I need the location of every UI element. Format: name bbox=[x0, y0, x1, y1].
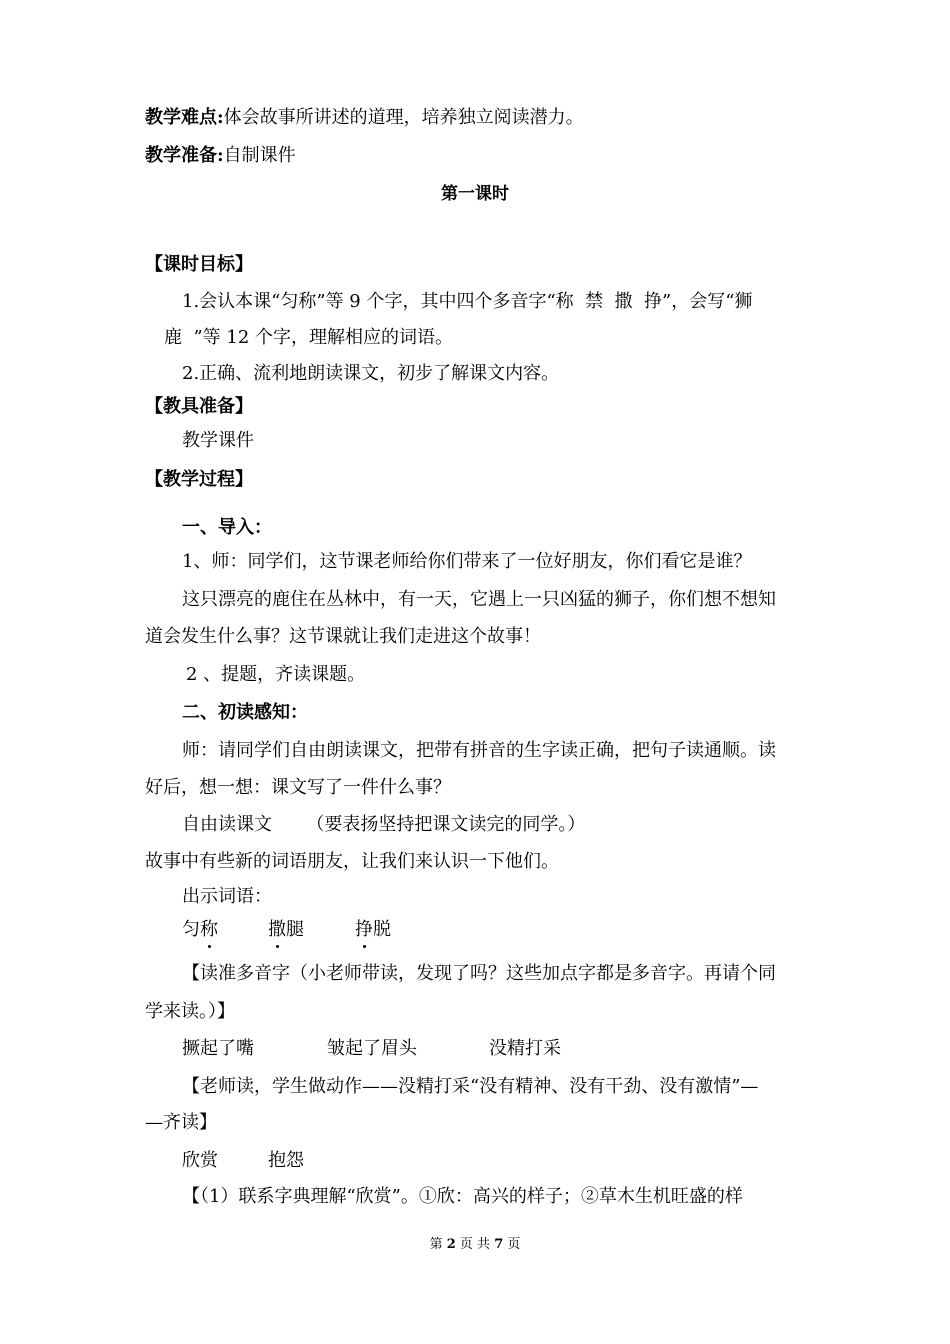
word-item: 抱怨 bbox=[268, 1150, 304, 1171]
part1-title: 一、导入： bbox=[182, 517, 272, 538]
emphasis-dot-char: 称 bbox=[200, 919, 218, 940]
word-item: 欣赏 bbox=[182, 1150, 218, 1171]
process-paragraph-7: 出示词语： bbox=[182, 886, 272, 907]
word-item: 撅起了嘴 bbox=[182, 1038, 254, 1059]
part2-title: 二、初读感知： bbox=[182, 702, 308, 723]
word-item: 没精打采 bbox=[489, 1038, 561, 1059]
process-paragraph-9-line-2: —齐读】 bbox=[145, 1112, 217, 1133]
word-item: 皱起了眉头 bbox=[327, 1038, 417, 1059]
emphasis-dot-char: 挣 bbox=[355, 919, 373, 940]
emphasis-dot-char: 撒 bbox=[268, 919, 286, 940]
process-heading: 【教学过程】 bbox=[145, 469, 253, 490]
preparation-text: 自制课件 bbox=[223, 145, 296, 166]
difficulty-text: 体会故事所讲述的道理，培养独立阅读潜力。 bbox=[223, 107, 584, 128]
process-paragraph-4-line-1: 师：请同学们自由朗读课文，把带有拼音的生字读正确，把句子读通顺。读 bbox=[182, 740, 776, 761]
process-paragraph-4-line-2: 好后，想一想：课文写了一件什么事？ bbox=[145, 777, 451, 798]
materials-heading: 【教具准备】 bbox=[145, 396, 253, 417]
goals-heading: 【课时目标】 bbox=[145, 254, 253, 275]
process-paragraph-9-line-1: 【老师读，学生做动作——没精打采“没有精神、没有干劲、没有激情”— bbox=[182, 1076, 759, 1097]
total-page-count: 7 bbox=[494, 1237, 504, 1252]
goal-item-1-line-2: 鹿 ”等 12 个字，理解相应的词语。 bbox=[164, 327, 453, 348]
process-paragraph-10: 【（1）联系字典理解“欣赏”。①欣：高兴的样子；②草木生机旺盛的样 bbox=[182, 1186, 743, 1207]
current-page-number: 2 bbox=[446, 1237, 456, 1252]
process-paragraph-8-line-2: 学来读。）】 bbox=[145, 1001, 235, 1022]
word-yunchen: 匀称 bbox=[182, 919, 218, 940]
teaching-preparation: 教学准备:自制课件 bbox=[145, 145, 296, 166]
process-paragraph-5: 自由读课文 （要表扬坚持把课文读完的同学。） bbox=[182, 814, 586, 835]
page-footer: 第 2 页 共 7 页 bbox=[429, 1237, 521, 1252]
lesson-title: 第一课时 bbox=[441, 184, 509, 204]
process-paragraph-2-line-1: 这只漂亮的鹿住在丛林中，有一天，它遇上一只凶猛的狮子，你们想不想知 bbox=[182, 589, 776, 610]
preparation-label: 教学准备 bbox=[145, 145, 217, 166]
teaching-difficulty: 教学难点:体会故事所讲述的道理，培养独立阅读潜力。 bbox=[145, 107, 584, 128]
process-paragraph-3: 2 、提题，齐读课题。 bbox=[186, 664, 366, 685]
difficulty-label: 教学难点 bbox=[145, 107, 217, 128]
materials-text: 教学课件 bbox=[182, 430, 254, 451]
process-paragraph-8-line-1: 【读准多音字（小老师带读，发现了吗？这些加点字都是多音字。再请个同 bbox=[182, 963, 776, 984]
process-paragraph-2-line-2: 道会发生什么事？这节课就让我们走进这个故事！ bbox=[145, 626, 541, 647]
word-zhengtuo: 挣脱 bbox=[355, 919, 391, 940]
word-satui: 撒腿 bbox=[268, 919, 304, 940]
process-paragraph-6: 故事中有些新的词语朋友，让我们来认识一下他们。 bbox=[145, 851, 559, 872]
goal-item-2: 2.正确、流利地朗读课文，初步了解课文内容。 bbox=[182, 363, 560, 384]
goal-item-1-line-1: 1.会认本课“匀称”等 9 个字，其中四个多音字“称 禁 撒 挣”，会写“狮 bbox=[182, 291, 753, 312]
process-paragraph-1: 1、师：同学们，这节课老师给你们带来了一位好朋友，你们看它是谁？ bbox=[182, 551, 752, 572]
